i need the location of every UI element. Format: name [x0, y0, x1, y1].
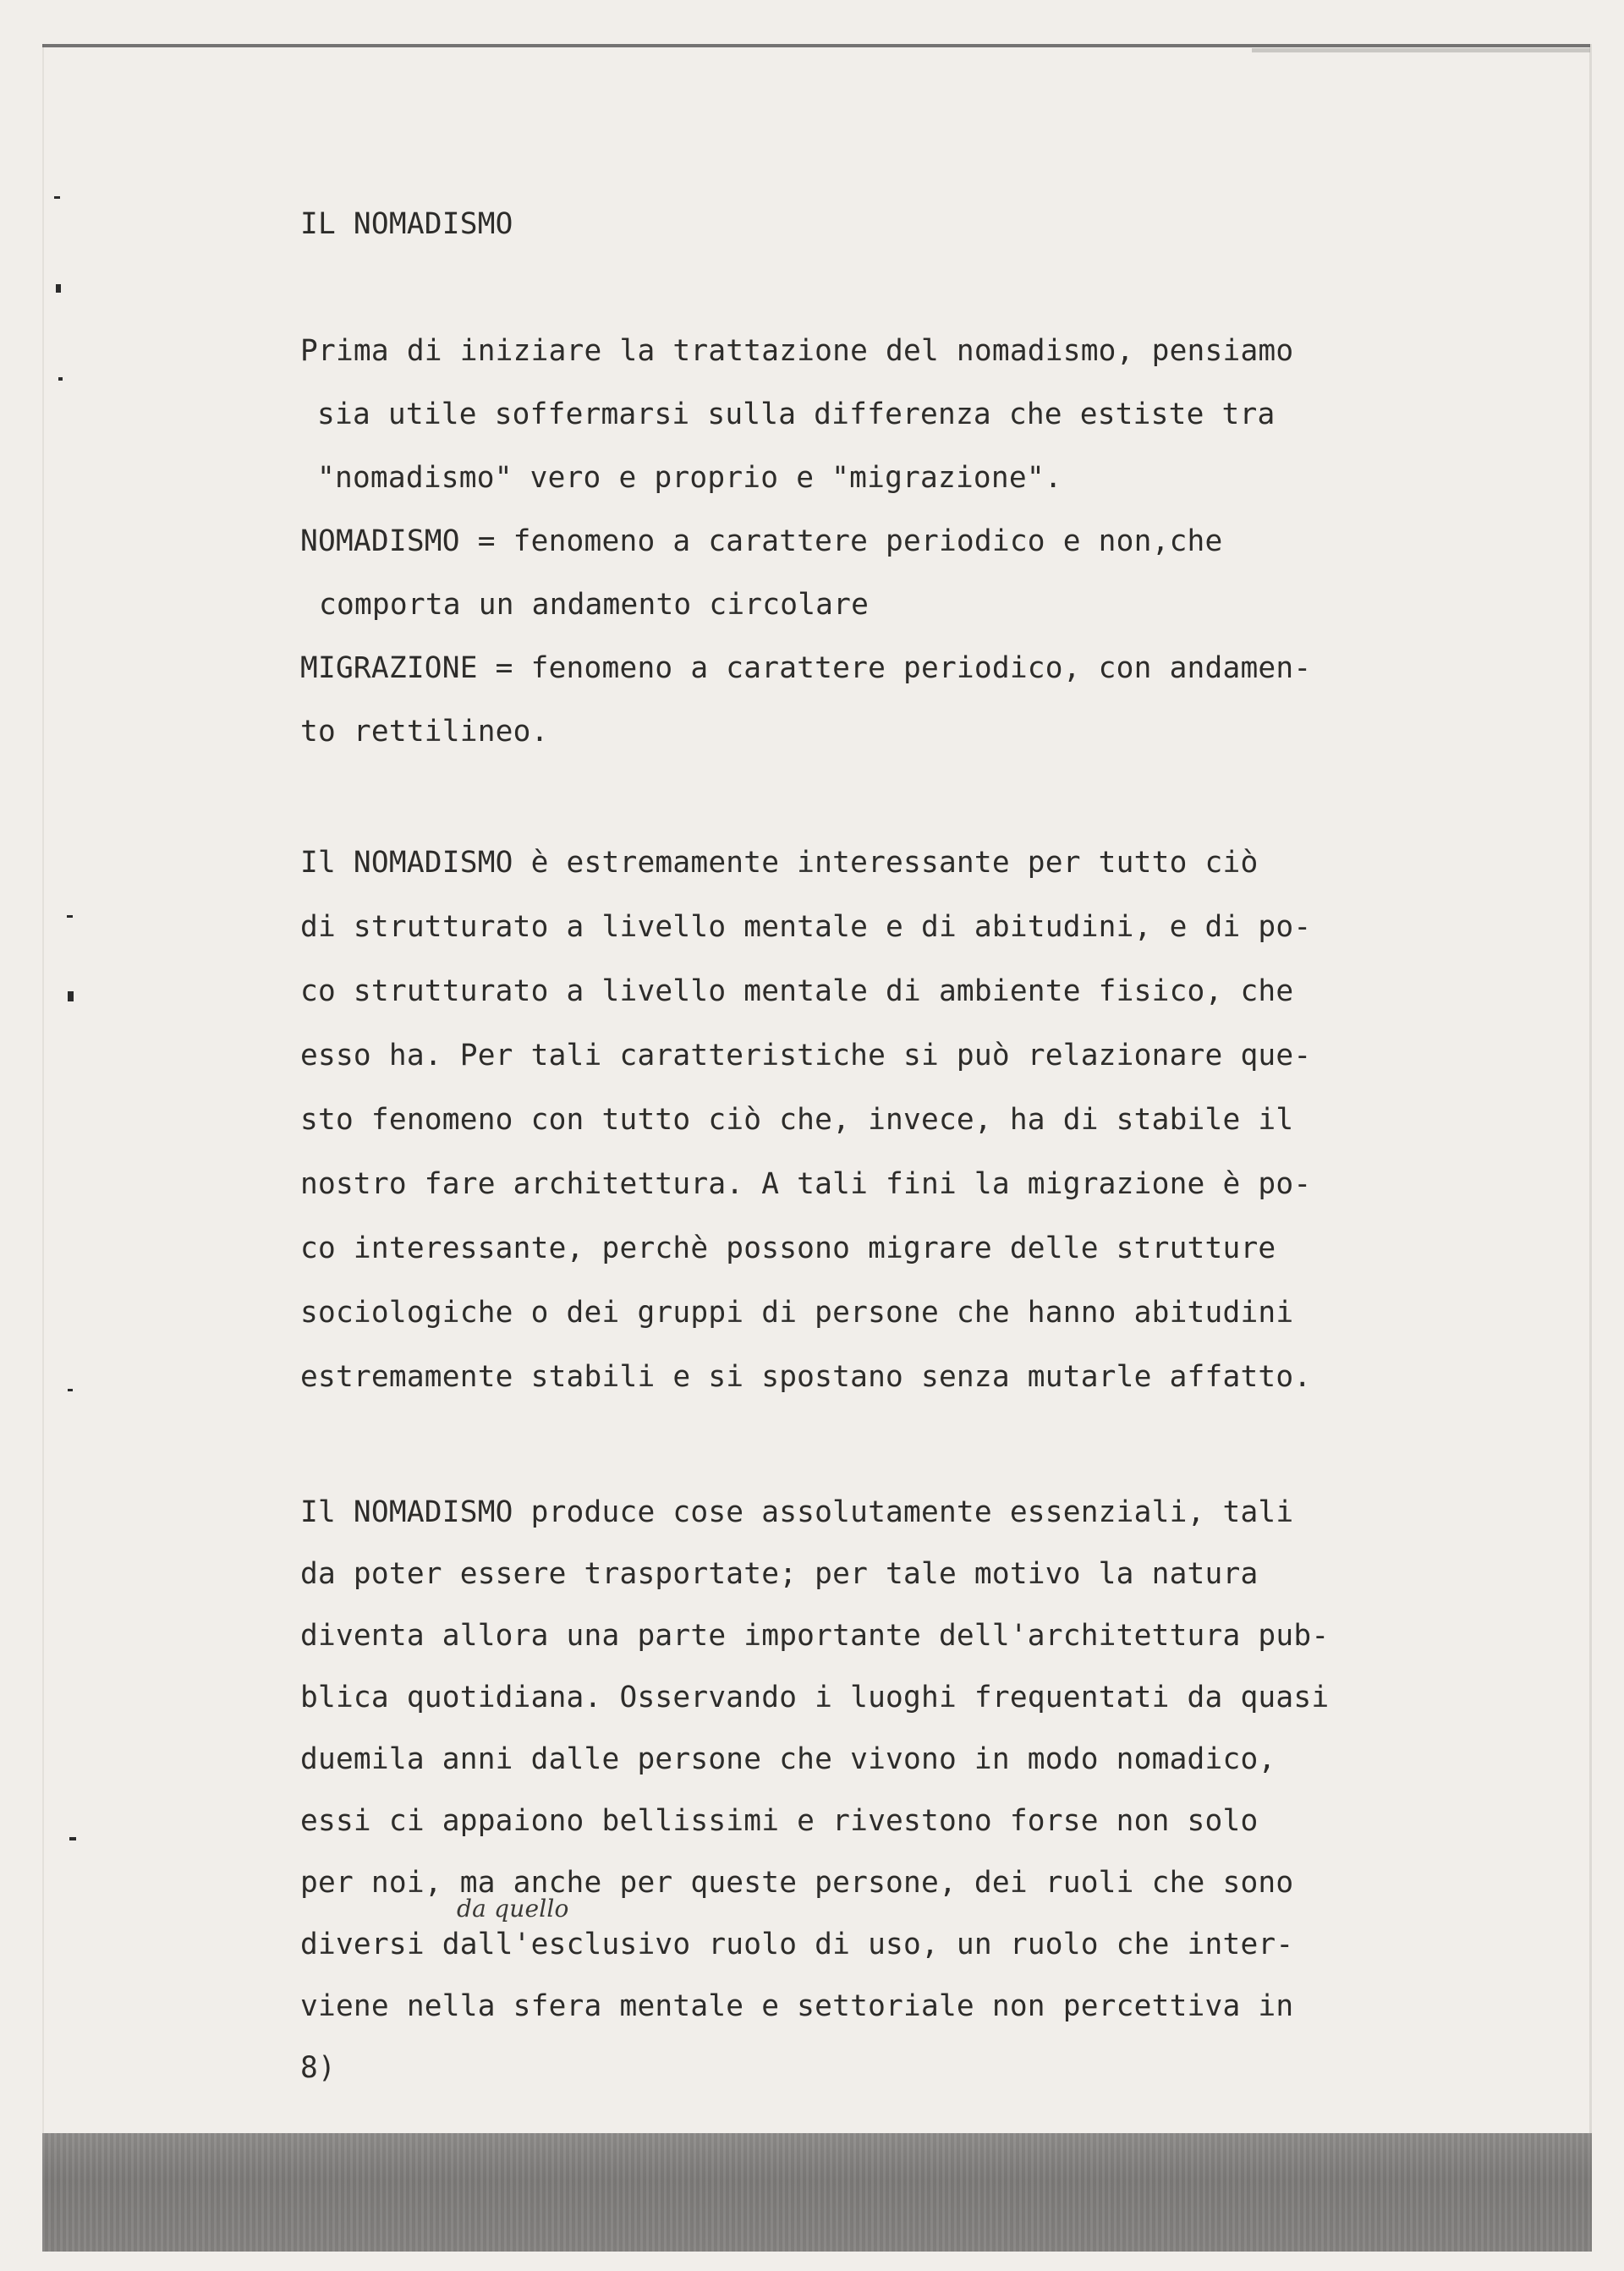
text-line: diventa allora una parte importante dell'architettura pub- — [300, 1619, 1330, 1653]
margin-speck — [67, 915, 73, 918]
margin-speck — [69, 1837, 76, 1840]
paper-top-edge — [42, 44, 1590, 47]
text-line: estremamente stabili e si spostano senza mutarle affatto. — [300, 1360, 1312, 1394]
text-line: essi ci appaiono bellissimi e rivestono forse non solo — [300, 1804, 1259, 1838]
text-line: MIGRAZIONE = fenomeno a carattere periodico, con andamen- — [300, 651, 1312, 685]
text-line: nostro fare architettura. A tali fini la migrazione è po- — [300, 1167, 1312, 1201]
margin-speck — [56, 284, 61, 293]
text-line: blica quotidiana. Osservando i luoghi frequentati da quasi — [300, 1681, 1330, 1714]
text-line: co interessante, perchè possono migrare delle strutture — [300, 1231, 1276, 1265]
text-line: duemila anni dalle persone che vivono in modo nomadico, — [300, 1742, 1276, 1776]
text-line: diversi dall'esclusivo ruolo di uso, un ruolo che inter- — [300, 1928, 1294, 1961]
text-line: Il NOMADISMO è estremamente interessante per tutto ciò — [300, 846, 1259, 880]
paper-left-edge — [42, 44, 44, 2133]
page-number: 8) — [300, 2051, 336, 2085]
text-line: sto fenomeno con tutto ciò che, invece, ha di stabile il — [300, 1103, 1294, 1137]
text-line: per noi, ma anche per queste persone, dei ruoli che sono — [300, 1866, 1294, 1900]
margin-speck — [54, 196, 60, 199]
paper-top-edge-shadow — [1252, 48, 1590, 52]
text-line: esso ha. Per tali caratteristiche si può relazionare que- — [300, 1039, 1312, 1072]
paper-right-edge — [1589, 44, 1592, 2133]
margin-speck — [58, 377, 63, 381]
text-line: sociologiche o dei gruppi di persone che hanno abitudini — [300, 1296, 1294, 1330]
text-line: co strutturato a livello mentale di ambiente fisico, che — [300, 974, 1294, 1008]
handwritten-correction: da quello — [457, 1895, 569, 1923]
text-line: Prima di iniziare la trattazione del nomadismo, pensiamo — [300, 334, 1294, 368]
text-line: Il NOMADISMO produce cose assolutamente essenziali, tali — [300, 1495, 1294, 1529]
text-line: sia utile soffermarsi sulla differenza che estiste tra — [317, 398, 1276, 431]
text-line: da poter essere trasportate; per tale motivo la natura — [300, 1557, 1259, 1591]
text-line: NOMADISMO = fenomeno a carattere periodico e non,che — [300, 524, 1223, 558]
margin-speck — [68, 1389, 73, 1391]
text-line: viene nella sfera mentale e settoriale non percettiva in — [300, 1989, 1294, 2023]
text-line: di strutturato a livello mentale e di abitudini, e di po- — [300, 910, 1312, 944]
text-line: to rettilineo. — [300, 715, 549, 749]
document-title: IL NOMADISMO — [300, 207, 513, 241]
margin-speck — [68, 991, 74, 1001]
text-line: comporta un andamento circolare — [319, 588, 870, 622]
text-line: "nomadismo" vero e proprio e "migrazione". — [317, 461, 1062, 495]
scan-bottom-texture — [42, 2133, 1592, 2252]
